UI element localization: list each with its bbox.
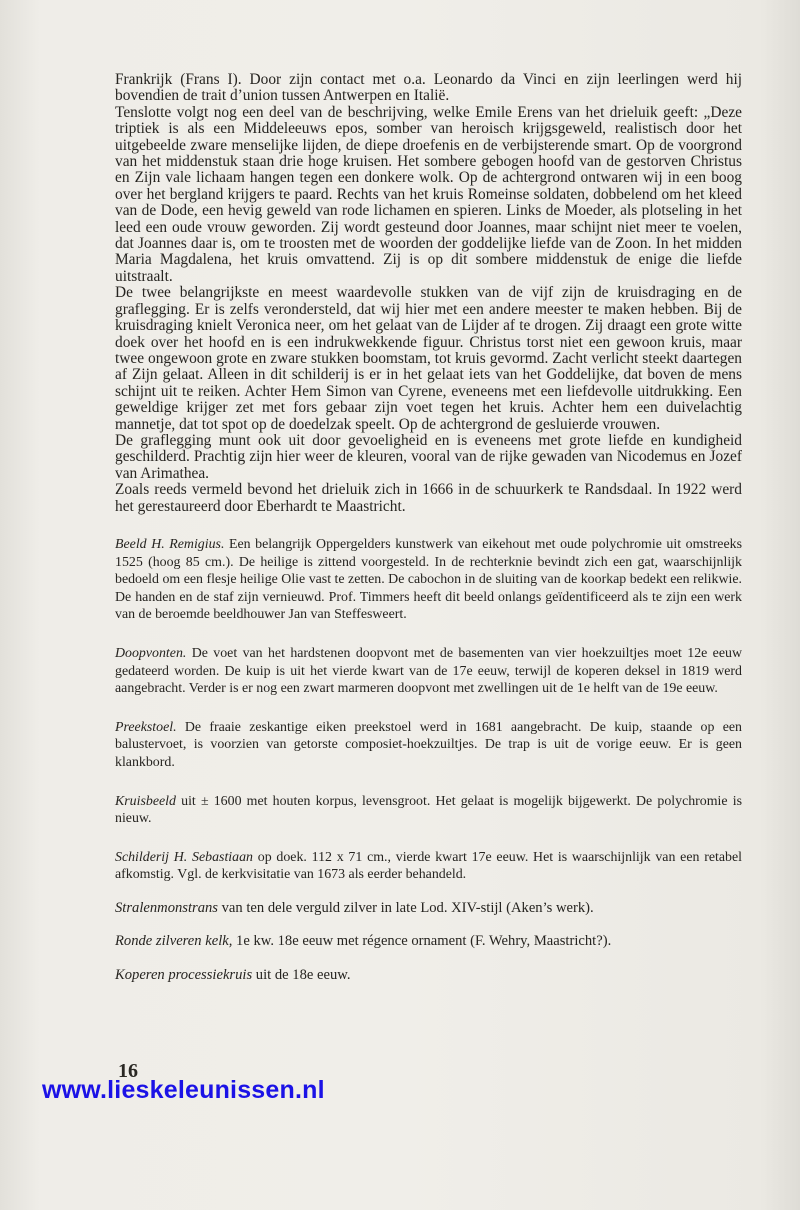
inventory-entry	[115, 719, 742, 772]
inventory-entry	[115, 900, 742, 918]
inventory-entry	[115, 793, 742, 828]
entry-text: De voet van het hardstenen doopvont met de basementen van vier hoekzuiltjes moet 12e eeuw gedateerd worden. De kuip is uit het vierde kwart van de 17e eeuw, terwijl de koperen deksel in 1819 werd aangebracht. Verder is er nog een zwart marmeren doopvont met zwellingen uit de 1e helft van de 19e eeuw.	[115, 645, 742, 697]
intro-paragraph: Tenslotte volgt nog een deel van de beschrijving, welke Emile Erens van het drieluik geeft: „Deze triptiek is als een Middeleeuws epos, somber van heroisch krijgsgeweld, realistisch door het uitgebeelde zware menselijke lijden, de diepe droefenis en de verbijsterende smart. Op de voorgrond van het middenstuk staan drie hoge kruisen. Het sombere gebogen hoofd van de gestorven Christus en Zijn vale lichaam hangen tegen een donkere wolk. Op de achtergrond ontwaren wij in een boog over het bergland krijgers te paard. Rechts van het kruis Romeinse soldaten, dobbelend om het kleed van de Dode, een hevig geweld van rode lichamen en spieren. Links de Moeder, als plotseling in het leed een oude vrouw geworden. Zij wordt gesteund door Joannes, maar schijnt niet meer te voelen, dat Joannes daar is, om te troosten met de woorden der goddelijke liefde van de Zoon. In het midden Maria Magdalena, het kruis omvattend. Zij is op dit sombere middenstuk de enige die liefde uitstraalt.	[115, 103, 742, 285]
entry-text: Een belangrijk Oppergelders kunstwerk van eikehout met oude polychromie uit omstreeks 1525 (hoog 85 cm.). De heilige is zittend voorgesteld. In de rechterknie bevindt zich een gat, waarschijnlijk bedoeld om een flesje heilige Olie vast te zetten. De cabochon in de sluiting van de koorkap bedekt een relikwie. De handen en de staf zijn vernieuwd. Prof. Timmers heeft dit beeld onlangs geïdentificeerd als te zijn een werk van de beroemde beeldhouwer Jan van Steffesweert.	[115, 536, 742, 623]
entry-text: De fraaie zeskantige eiken preekstoel werd in 1681 aangebracht. De kuip, staande op een balustervoet, is voorzien van getorste composiet-hoekzuiltjes. De trap is uit de vorige eeuw. Er is geen klankbord.	[115, 719, 742, 770]
entry-text: uit ± 1600 met houten korpus, levensgroot. Het gelaat is mogelijk bijgewerkt. De polychromie is nieuw.	[115, 793, 742, 827]
page-number: 16	[118, 1060, 138, 1082]
entry-title: Schilderij H. Sebastiaan	[115, 849, 253, 865]
entry-title: Kruisbeeld	[115, 793, 176, 809]
inventory-entry	[115, 536, 742, 624]
text-column	[115, 72, 742, 985]
intro-paragraph: Frankrijk (Frans I). Door zijn contact met o.a. Leonardo da Vinci en zijn leerlingen werd hij bovendien de trait d’union tussen Antwerpen en Italië.	[115, 71, 742, 105]
entry-title: Ronde zilveren kelk,	[115, 933, 233, 950]
intro-paragraph: De twee belangrijkste en meest waardevolle stukken van de vijf zijn de kruisdraging en de graflegging. Er is zelfs verondersteld, dat wij hier met een andere meester te maken hebben. Bij de kruisdraging knielt Veronica neer, om het gelaat van de Lijder af te drogen. Zij draagt een grote witte doek over het hoofd en is een indrukwekkende figuur. Christus torst niet een gewoon kruis, maar twee ongewoon grote en zware stukken boomstam, tot kruis gevormd. Zacht verlicht steekt daartegen af Zijn gelaat. Alleen in dit schilderij is er in het gelaat iets van het Goddelijke, dat boven de mens schijnt uit te reiken. Achter Hem Simon van Cyrene, eveneens met een liefdevolle uitdrukking. Een geweldige krijger zet met fors gebaar zijn voet tegen het kruis. Achter hem een duivelachtig mannetje, dat tot spot op de doedelzak speelt. Op de achtergrond de gesluierde vrouwen.	[115, 284, 742, 433]
website-watermark: www.lieskeleunissen.nl	[42, 1076, 325, 1104]
entry-title: Preekstoel.	[115, 719, 177, 735]
entry-title: Beeld H. Remigius.	[115, 536, 225, 552]
entry-text: uit de 18e eeuw.	[252, 967, 351, 984]
entry-title: Doopvonten.	[115, 645, 187, 661]
intro-paragraph: Zoals reeds vermeld bevond het drieluik zich in 1666 in de schuurkerk te Randsdaal. In 1922 werd het gerestaureerd door Eberhardt te Maastricht.	[115, 481, 742, 515]
entry-text: op doek. 112 x 71 cm., vierde kwart 17e eeuw. Het is waarschijnlijk van een retabel afkomstig. Vgl. de kerkvisitatie van 1673 als eerder behandeld.	[115, 849, 742, 883]
entry-title: Stralenmonstrans	[115, 899, 218, 916]
inventory-entry	[115, 933, 742, 951]
entry-text: van ten dele verguld zilver in late Lod. XIV-stijl (Aken’s werk).	[217, 899, 594, 916]
inventory-entry	[115, 849, 742, 884]
inventory-entry	[115, 967, 742, 985]
entry-text: 1e kw. 18e eeuw met régence ornament (F. Wehry, Maastricht?).	[232, 933, 612, 950]
entry-title: Koperen processiekruis	[115, 967, 253, 984]
intro-paragraph: De graflegging munt ook uit door gevoeligheid en is eveneens met grote liefde en kundigheid geschilderd. Prachtig zijn hier weer de kleuren, vooral van de rijke gewaden van Nicodemus en Jozef van Arimathea.	[115, 431, 742, 482]
inventory-entry	[115, 645, 742, 698]
